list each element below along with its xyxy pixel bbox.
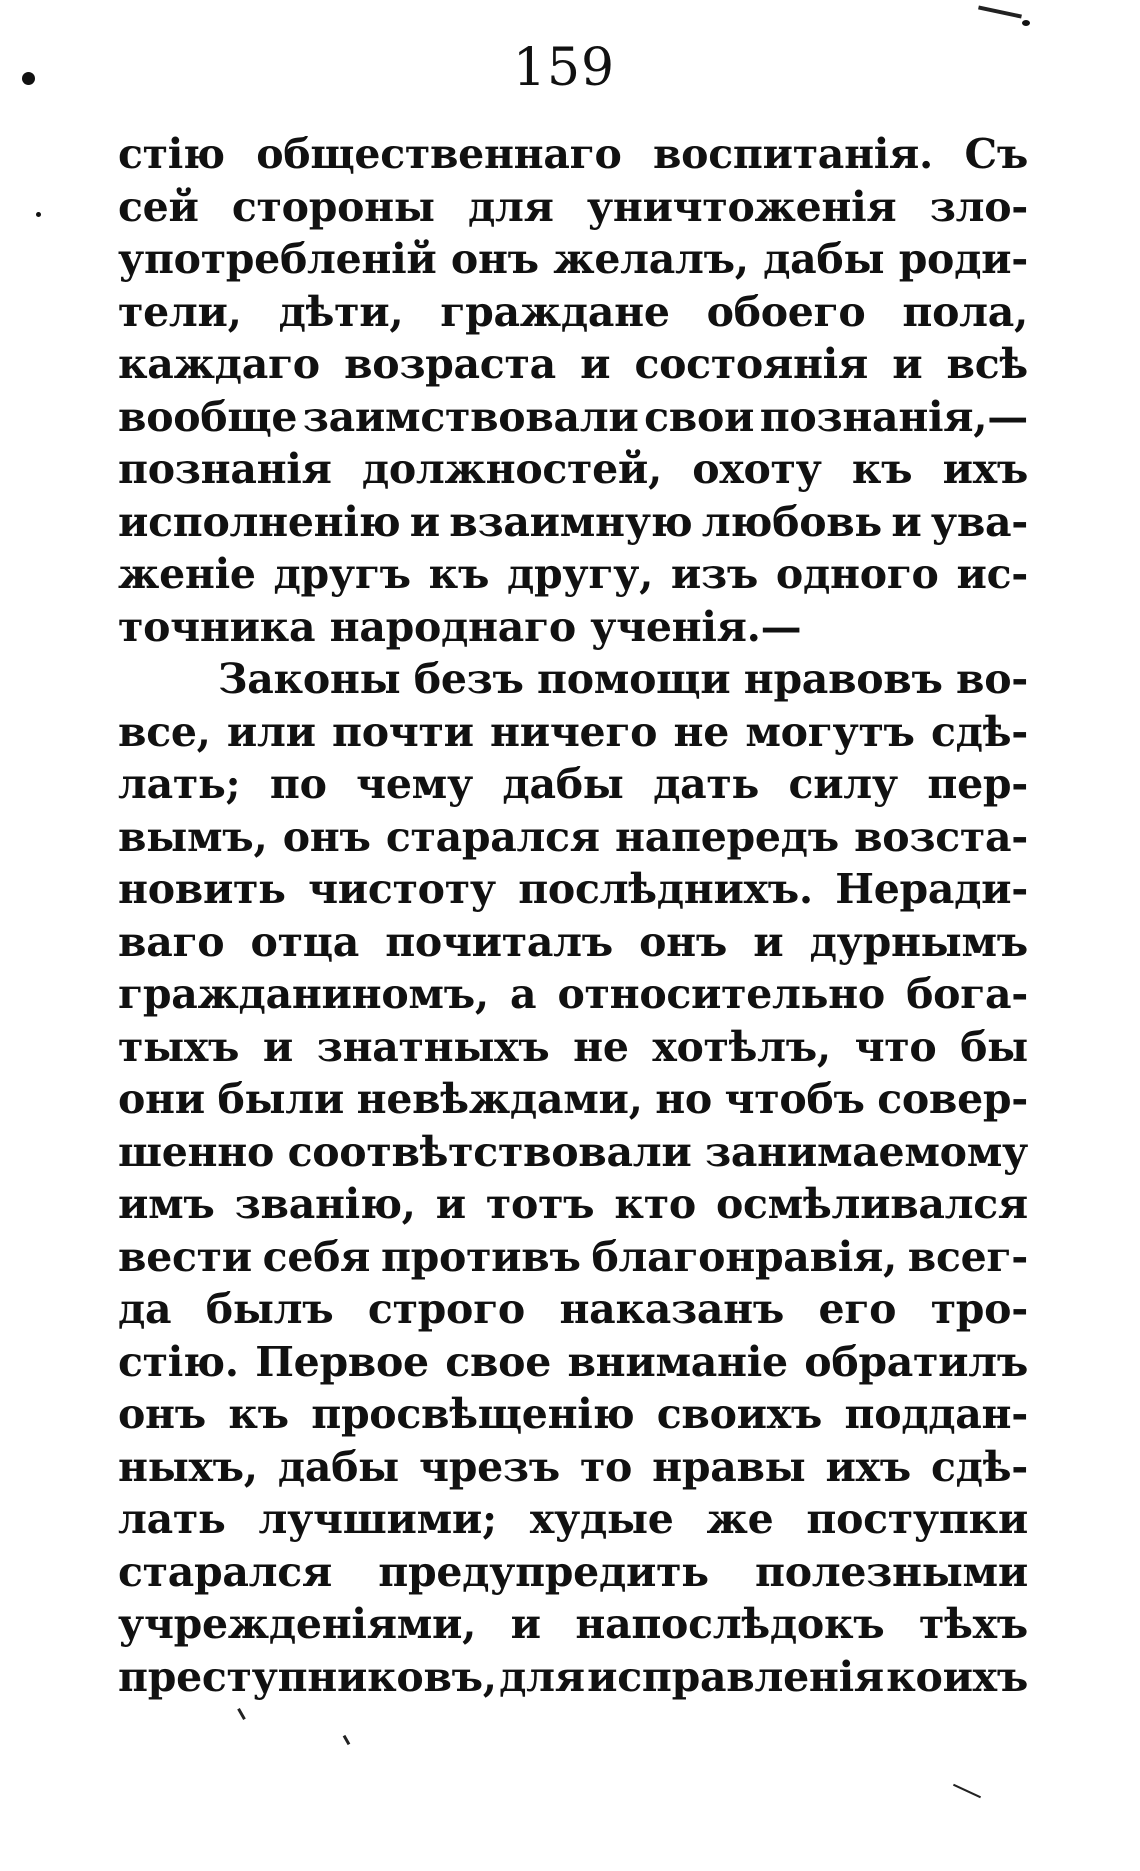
word: тели, — [118, 287, 242, 336]
word: охоту — [692, 445, 822, 493]
word: и — [262, 1022, 294, 1071]
word: тотъ — [485, 1180, 595, 1228]
word: пола, — [902, 287, 1028, 336]
text-line — [118, 706, 1028, 759]
word: ихъ — [825, 1442, 911, 1491]
text-line — [118, 443, 1028, 496]
page-number: 159 — [512, 38, 616, 98]
word: роди- — [898, 235, 1028, 283]
text-line — [118, 1651, 1028, 1704]
word: Съ — [964, 130, 1028, 178]
word: относительно — [557, 970, 885, 1018]
word: исправленія — [587, 1652, 884, 1701]
word: къ — [851, 445, 913, 493]
text-line — [118, 1388, 1028, 1441]
word: свое — [445, 1337, 551, 1386]
word: сдѣ- — [931, 1442, 1028, 1491]
ink-mark — [237, 1708, 246, 1720]
word: нравовъ — [743, 655, 943, 703]
word: все, — [118, 707, 211, 756]
word: бы — [960, 1022, 1028, 1071]
word: граждане — [440, 287, 670, 336]
word: себя — [262, 1232, 371, 1281]
word: для — [499, 1652, 585, 1701]
word: послѣднихъ. — [518, 865, 813, 913]
text-line — [118, 233, 1028, 286]
text-line — [118, 1441, 1028, 1494]
ink-speck — [1022, 20, 1030, 26]
word: ваго — [118, 917, 225, 966]
word: тѣхъ — [919, 1600, 1028, 1648]
word: употребленій — [118, 235, 437, 283]
word: одного — [775, 550, 939, 598]
word: ува- — [930, 497, 1028, 546]
word: лучшими; — [258, 1495, 497, 1543]
text-line — [118, 181, 1028, 234]
word: пер- — [927, 760, 1028, 808]
word: онъ — [639, 917, 728, 966]
word: новить — [118, 865, 286, 913]
word: тро- — [930, 1285, 1028, 1333]
word: а — [510, 970, 537, 1018]
word: исполненію — [118, 497, 401, 546]
word: почти — [332, 707, 474, 756]
word: противъ — [380, 1232, 581, 1281]
text-line — [118, 1598, 1028, 1651]
word: строго — [367, 1285, 525, 1333]
word: дабы — [277, 1442, 399, 1491]
word: зло- — [929, 182, 1028, 231]
word: силу — [788, 760, 898, 808]
word: отца — [250, 917, 359, 966]
word: сей — [118, 182, 199, 231]
text-line — [118, 1336, 1028, 1389]
word: изъ — [670, 550, 759, 598]
word: чтобъ — [724, 1075, 865, 1123]
word: и — [753, 917, 784, 966]
word: дѣти, — [278, 287, 404, 336]
text-line — [118, 601, 1028, 654]
word: напослѣдокъ — [575, 1600, 885, 1648]
word: всег- — [907, 1232, 1028, 1281]
word: невѣждами, — [356, 1075, 643, 1123]
word: женіе — [118, 550, 256, 598]
word: да — [118, 1285, 172, 1333]
word: или — [226, 707, 316, 756]
word: могутъ — [745, 707, 915, 756]
ink-mark — [953, 1784, 981, 1798]
word: совер- — [877, 1075, 1028, 1123]
word: обратилъ — [804, 1337, 1028, 1386]
word: званію, — [234, 1180, 416, 1228]
word: возста- — [854, 812, 1028, 861]
word: хотѣлъ, — [652, 1022, 831, 1071]
text-line — [118, 1546, 1028, 1599]
word: желалъ, — [553, 235, 749, 283]
word: стороны — [231, 182, 435, 231]
word: онъ — [450, 235, 539, 283]
text-line — [118, 1126, 1028, 1179]
word: и — [892, 340, 923, 388]
word: Законы — [218, 655, 401, 703]
word: кто — [614, 1180, 696, 1228]
word: старался — [385, 812, 600, 861]
ink-mark — [978, 5, 1022, 18]
word: другъ — [273, 550, 411, 598]
word: поддан- — [844, 1390, 1028, 1438]
body-text — [118, 128, 1028, 1703]
word: дурнымъ — [809, 917, 1028, 966]
word: безъ — [413, 655, 524, 703]
word: воспитанія. — [652, 130, 934, 178]
word: его — [818, 1285, 897, 1333]
ink-speck — [36, 212, 41, 217]
text-line — [118, 968, 1028, 1021]
text-line — [118, 1073, 1028, 1126]
ink-mark — [343, 1735, 351, 1745]
word: свои — [644, 392, 755, 441]
word: полезными — [755, 1547, 1028, 1596]
word: и — [580, 340, 611, 388]
word: благонравія, — [591, 1232, 897, 1281]
text-line — [118, 916, 1028, 969]
word: къ — [428, 550, 490, 598]
word: не — [673, 707, 730, 756]
word: имъ — [118, 1180, 215, 1228]
word: заимствовали — [302, 392, 639, 441]
word: онъ — [118, 1390, 206, 1438]
word: шенно — [118, 1127, 275, 1176]
word: вести — [118, 1232, 252, 1281]
word: и — [409, 497, 440, 546]
word: другу, — [506, 550, 654, 598]
word: занимаемому — [705, 1127, 1028, 1176]
word: сдѣ- — [931, 707, 1028, 756]
text-line — [118, 128, 1028, 181]
text-line — [118, 1231, 1028, 1284]
word: ихъ — [942, 445, 1028, 493]
text-line — [118, 548, 1028, 601]
word: что — [854, 1022, 937, 1071]
word: Первое — [255, 1337, 429, 1386]
word: тыхъ — [118, 1022, 240, 1071]
word: почиталъ — [385, 917, 613, 966]
word: ныхъ, — [118, 1442, 258, 1491]
text-line — [118, 1021, 1028, 1074]
word: напередъ — [615, 812, 839, 861]
word: каждаго — [118, 340, 320, 388]
word: ученія.— — [590, 602, 802, 651]
word: худые — [529, 1495, 674, 1543]
word: учрежденіями, — [118, 1600, 477, 1648]
word: стію. — [118, 1337, 239, 1386]
word: были — [217, 1075, 345, 1123]
word: любовь — [701, 497, 882, 546]
word: поступки — [806, 1495, 1028, 1543]
word: вообще — [118, 392, 298, 441]
word: во- — [956, 655, 1028, 703]
word: возраста — [344, 340, 556, 388]
word: же — [706, 1495, 774, 1543]
word: соотвѣтствовали — [287, 1127, 692, 1176]
word: бога- — [906, 970, 1028, 1018]
word: народнаго — [329, 602, 576, 651]
word: общественнаго — [256, 130, 622, 178]
paragraph-first-line — [118, 653, 1028, 706]
text-line — [118, 496, 1028, 549]
word: къ — [228, 1390, 289, 1438]
text-line — [118, 1178, 1028, 1231]
word: дабы — [502, 760, 624, 808]
word: лать — [118, 1495, 226, 1543]
word: то — [579, 1442, 633, 1491]
word: точника — [118, 602, 316, 651]
word: ис- — [956, 550, 1028, 598]
word: дать — [653, 760, 760, 808]
word: чрезъ — [419, 1442, 560, 1491]
word: ничего — [490, 707, 658, 756]
word: должностей, — [361, 445, 663, 493]
word: просвѣщенію — [311, 1390, 635, 1438]
word: вымъ, — [118, 812, 268, 861]
word: но — [655, 1075, 712, 1123]
text-line — [118, 338, 1028, 391]
text-line — [118, 286, 1028, 339]
word: помощи — [537, 655, 731, 703]
word: и — [510, 1600, 541, 1648]
word: наказанъ — [559, 1285, 785, 1333]
text-line — [118, 811, 1028, 864]
word: состоянія — [634, 340, 868, 388]
word: нравы — [652, 1442, 806, 1491]
word: дабы — [763, 235, 885, 283]
word: для — [467, 182, 554, 231]
word: познанія,— — [759, 392, 1028, 441]
word: обоего — [706, 287, 866, 336]
word: своихъ — [656, 1390, 823, 1438]
text-line — [118, 1493, 1028, 1546]
word: Неради- — [835, 865, 1028, 913]
word: стію — [118, 130, 225, 178]
word: по — [269, 760, 327, 808]
word: чистоту — [308, 865, 496, 913]
word: лать; — [118, 760, 241, 808]
text-line — [118, 758, 1028, 811]
word: познанія — [118, 445, 332, 493]
word: всѣ — [946, 340, 1028, 388]
text-line — [118, 863, 1028, 916]
word: вниманіе — [567, 1337, 788, 1386]
ink-speck — [22, 72, 35, 85]
word: предупредить — [378, 1547, 709, 1596]
word: чему — [356, 760, 473, 808]
word: онъ — [282, 812, 371, 861]
word: взаимную — [449, 497, 693, 546]
word: гражданиномъ, — [118, 970, 489, 1018]
word: и — [435, 1180, 466, 1228]
word: коихъ — [886, 1652, 1028, 1701]
word: старался — [118, 1547, 332, 1596]
word: знатныхъ — [316, 1022, 550, 1071]
word: преступниковъ, — [118, 1652, 497, 1701]
text-line — [118, 391, 1028, 444]
word: и — [891, 497, 922, 546]
word: не — [573, 1022, 629, 1071]
word: они — [118, 1075, 205, 1123]
word: былъ — [205, 1285, 334, 1333]
word: осмѣливался — [715, 1180, 1028, 1228]
text-line — [118, 1283, 1028, 1336]
word: уничтоженія — [586, 182, 897, 231]
